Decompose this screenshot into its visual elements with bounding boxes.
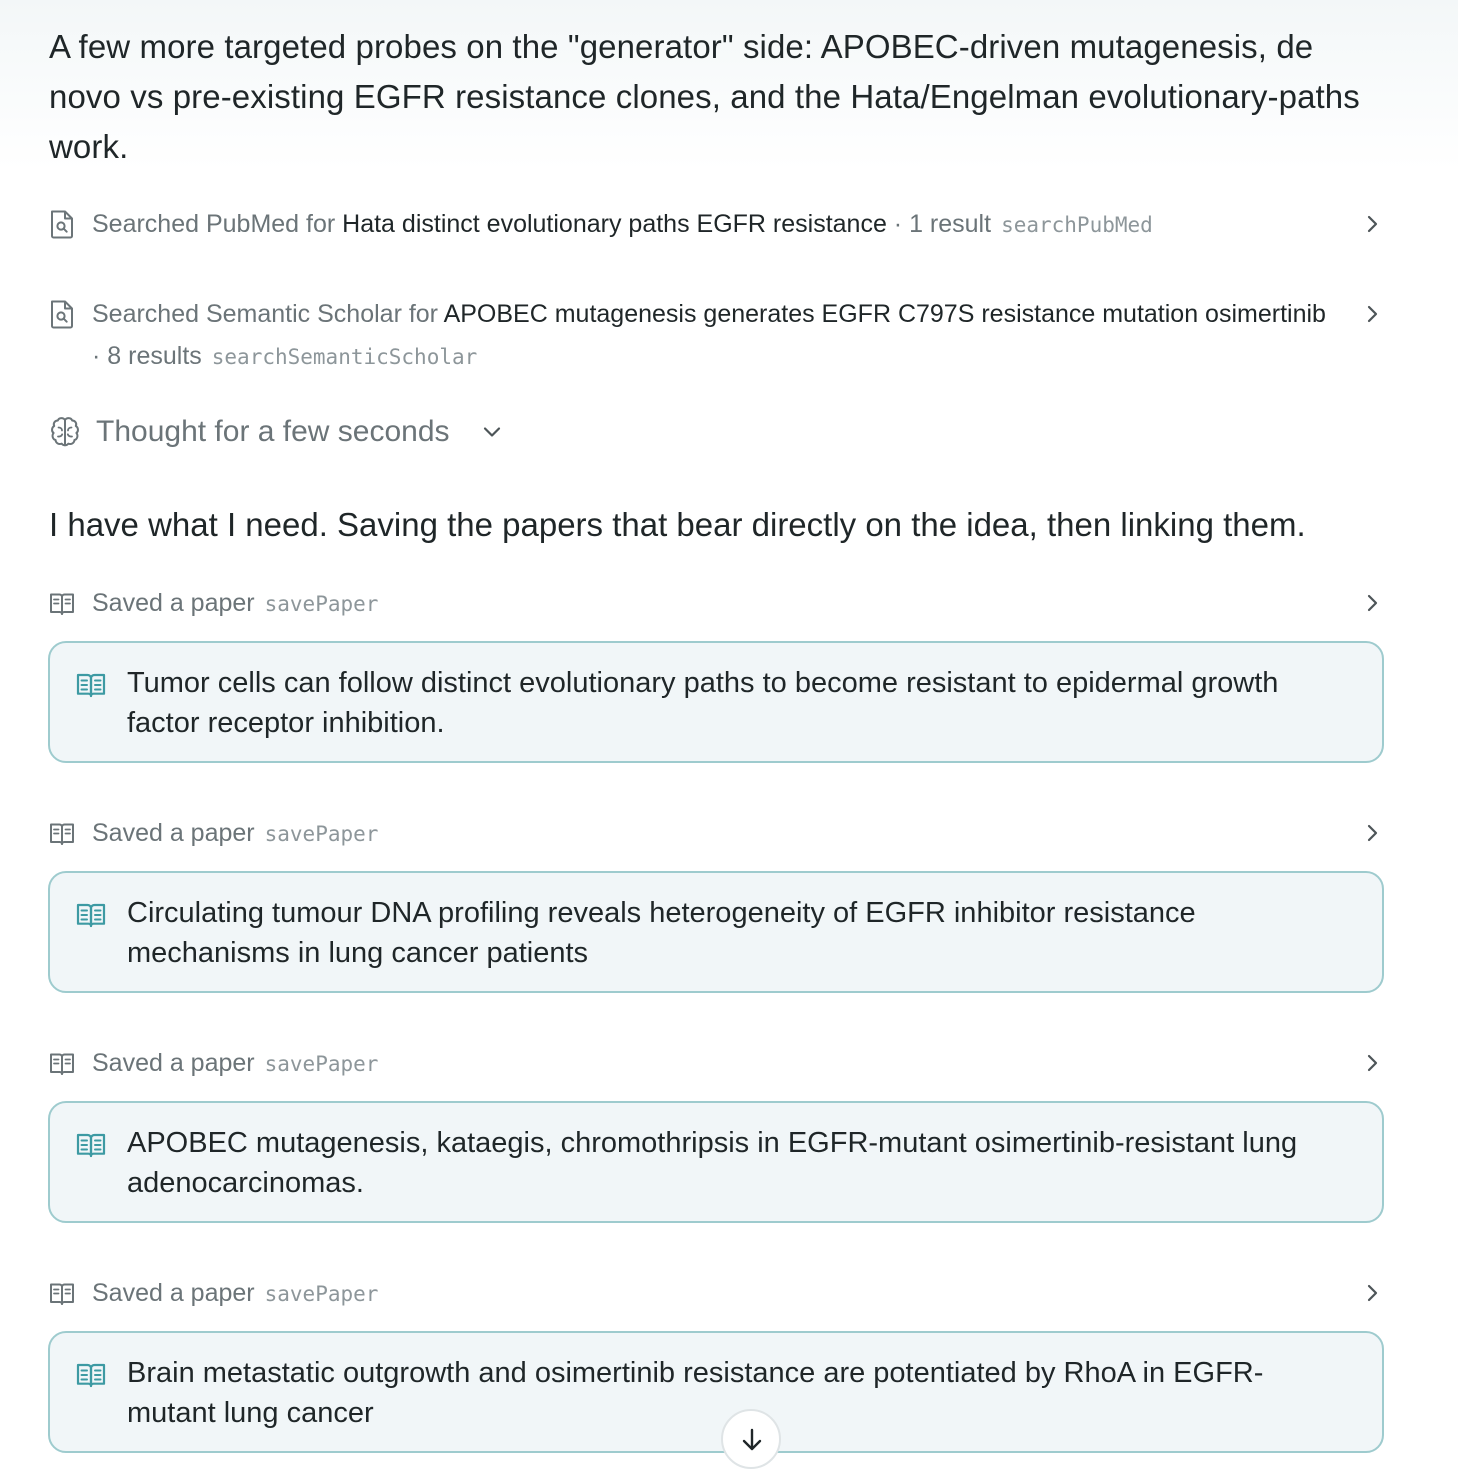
paper-card[interactable] — [48, 1331, 1384, 1453]
chevron-right-icon[interactable] — [1365, 211, 1381, 237]
chevron-right-icon[interactable] — [1365, 590, 1381, 616]
book-open-icon — [76, 1361, 106, 1389]
saved-paper-row[interactable] — [49, 812, 1389, 856]
saved-paper-summary — [92, 1272, 1329, 1315]
paper-card[interactable] — [48, 641, 1384, 763]
book-open-icon — [49, 1278, 75, 1308]
search-prefix: Searched PubMed for — [92, 210, 343, 238]
document-search-icon — [49, 299, 75, 329]
tool-name: searchSemanticScholar — [211, 345, 478, 369]
thought-label: Thought for a few seconds — [96, 415, 450, 448]
intro-message: A few more targeted probes on the "generator" side: APOBEC-driven mutagenesis, de novo vs pre-existing EGFR resistance clones, and the Hata/Engelman evolutionary-paths work. — [49, 28, 1360, 165]
saved-paper-summary — [92, 812, 1329, 855]
document-search-icon — [49, 209, 75, 239]
tool-name: savePaper — [264, 822, 379, 846]
chevron-down-icon — [482, 422, 502, 442]
saved-paper-summary — [92, 1042, 1329, 1085]
search-summary — [92, 293, 1329, 378]
saved-paper-row[interactable] — [49, 582, 1389, 626]
search-query: APOBEC mutagenesis generates EGFR C797S resistance mutation osimertinib — [443, 300, 1326, 328]
book-open-icon — [76, 1131, 106, 1159]
saved-paper-label: Saved a paper — [92, 1049, 255, 1077]
paper-card[interactable] — [48, 871, 1384, 993]
chevron-right-icon[interactable] — [1365, 301, 1381, 327]
saved-paper-label: Saved a paper — [92, 589, 255, 617]
chevron-right-icon[interactable] — [1365, 1280, 1381, 1306]
book-open-icon — [49, 1048, 75, 1078]
saved-paper-label: Saved a paper — [92, 1279, 255, 1307]
book-open-icon — [49, 588, 75, 618]
chevron-right-icon[interactable] — [1365, 820, 1381, 846]
search-summary — [92, 203, 1329, 246]
paper-title: Circulating tumour DNA profiling reveals heterogeneity of EGFR inhibitor resistance mechanisms in lung cancer patients — [127, 897, 1196, 969]
tool-name: searchPubMed — [1001, 213, 1153, 237]
paper-title: APOBEC mutagenesis, kataegis, chromothripsis in EGFR-mutant osimertinib-resistant lung adenocarcinomas. — [127, 1127, 1298, 1199]
brain-icon — [49, 415, 81, 449]
paper-card[interactable] — [48, 1101, 1384, 1223]
tool-name: savePaper — [264, 592, 379, 616]
assistant-message: I have what I need. Saving the papers that bear directly on the idea, then linking them. — [49, 506, 1306, 543]
arrow-down-icon — [739, 1427, 765, 1453]
search-prefix: Searched Semantic Scholar for — [92, 300, 444, 328]
search-result-pubmed[interactable] — [49, 203, 1389, 249]
search-query: Hata distinct evolutionary paths EGFR resistance — [342, 210, 887, 238]
tool-name: savePaper — [264, 1282, 379, 1306]
scroll-to-bottom-button[interactable] — [721, 1409, 781, 1469]
chevron-right-icon[interactable] — [1365, 1050, 1381, 1076]
tool-name: savePaper — [264, 1052, 379, 1076]
book-open-icon — [76, 901, 106, 929]
search-result-count: 8 results — [107, 342, 202, 370]
search-result-semantic-scholar[interactable] — [49, 293, 1389, 379]
search-separator: · — [886, 210, 910, 238]
saved-paper-row[interactable] — [49, 1042, 1389, 1086]
book-open-icon — [76, 671, 106, 699]
search-result-count: 1 result — [909, 210, 992, 238]
saved-paper-label: Saved a paper — [92, 819, 255, 847]
saved-paper-summary — [92, 582, 1329, 625]
paper-title: Tumor cells can follow distinct evolutionary paths to become resistant to epidermal growth factor receptor inhibition. — [127, 667, 1279, 739]
paper-title: Brain metastatic outgrowth and osimertinib resistance are potentiated by RhoA in EGFR-mutant lung cancer — [127, 1357, 1264, 1429]
book-open-icon — [49, 818, 75, 848]
search-separator: · — [92, 342, 108, 370]
saved-paper-row[interactable] — [49, 1272, 1389, 1316]
